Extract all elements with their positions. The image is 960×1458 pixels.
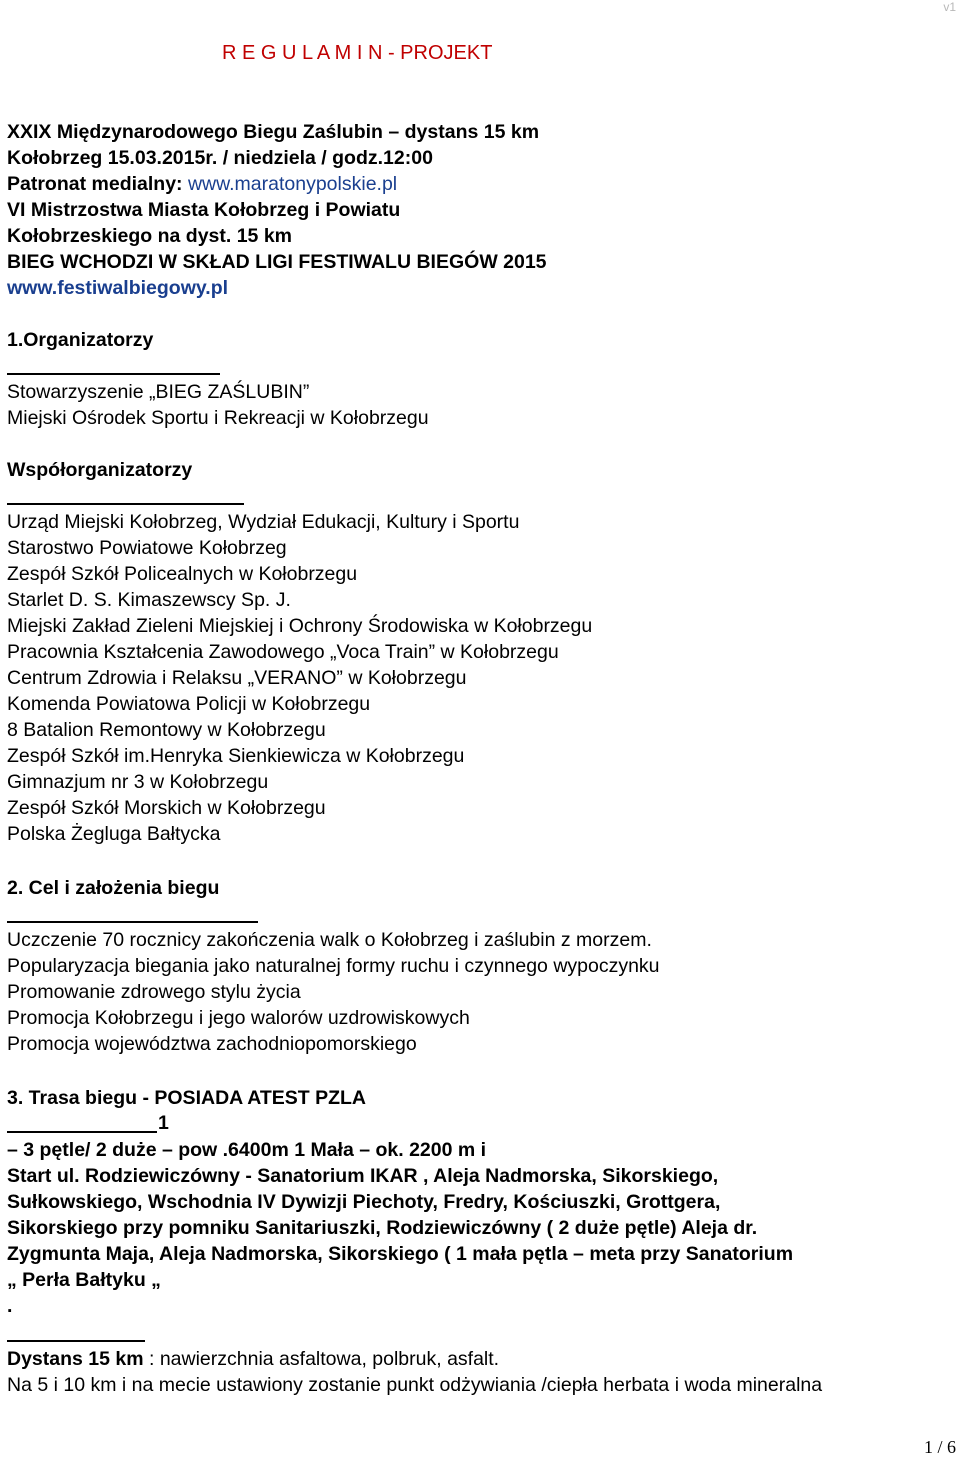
organizers-heading: 1.Organizatorzy bbox=[7, 329, 154, 351]
route-line: Sułkowskiego, Wschodnia IV Dywizji Piechoty, Fredry, Kościuszki, Grottgera, bbox=[7, 1191, 721, 1213]
coorganizer-item: Polska Żegluga Bałtycka bbox=[7, 823, 221, 845]
header-line-4: VI Mistrzostwa Miasta Kołobrzeg i Powiatu bbox=[7, 199, 401, 221]
route-loops: – 3 pętle/ 2 duże – pow .6400m 1 Mała – ok. 2200 m i bbox=[7, 1139, 487, 1161]
distance-line bbox=[7, 1348, 499, 1370]
version-mark: v1 bbox=[943, 0, 956, 14]
coorganizer-item: Starlet D. S. Kimaszewscy Sp. J. bbox=[7, 589, 291, 611]
coorganizer-item: Komenda Powiatowa Policji w Kołobrzegu bbox=[7, 693, 371, 715]
goals-heading: 2. Cel i założenia biegu bbox=[7, 877, 220, 899]
header-line-1: XXIX Międzynarodowego Biegu Zaślubin – dystans 15 km bbox=[7, 121, 540, 143]
header-line-2: Kołobrzeg 15.03.2015r. / niedziela / godz.12:00 bbox=[7, 147, 433, 169]
distance-note: Na 5 i 10 km i na mecie ustawiony zostanie punkt odżywiania /ciepła herbata i woda mineralna bbox=[7, 1374, 823, 1396]
coorganizer-item: Pracownia Kształcenia Zawodowego „Voca Train” w Kołobrzegu bbox=[7, 641, 559, 663]
header-patron-line bbox=[7, 173, 397, 195]
distance-text: : nawierzchnia asfaltowa, polbruk, asfalt. bbox=[143, 1348, 500, 1370]
page-number: 1 / 6 bbox=[923, 1437, 956, 1457]
route-line: Start ul. Rodziewiczówny - Sanatorium IKAR , Aleja Nadmorska, Sikorskiego, bbox=[7, 1165, 719, 1187]
route-line: Sikorskiego przy pomniku Sanitariuszki, Rodziewiczówny ( 2 duże pętle) Aleja dr. bbox=[7, 1217, 758, 1239]
header-line-5: Kołobrzeskiego na dyst. 15 km bbox=[7, 225, 293, 247]
coorganizers-heading: Współorganizatorzy bbox=[7, 459, 193, 481]
patron-link[interactable]: www.maratonypolskie.pl bbox=[187, 173, 398, 195]
coorganizers-underline bbox=[7, 503, 244, 505]
goal-item: Promocja województwa zachodniopomorskiego bbox=[7, 1033, 417, 1055]
organizer-item: Miejski Ośrodek Sportu i Rekreacji w Kołobrzegu bbox=[7, 407, 429, 429]
distance-label: Dystans 15 km bbox=[7, 1348, 144, 1370]
coorganizer-item: Centrum Zdrowia i Relaksu „VERANO” w Kołobrzegu bbox=[7, 667, 467, 689]
goal-item: Uczczenie 70 rocznicy zakończenia walk o Kołobrzeg i zaślubin z morzem. bbox=[7, 929, 652, 951]
coorganizer-item: Zespół Szkół Policealnych w Kołobrzegu bbox=[7, 563, 358, 585]
coorganizer-item: Zespół Szkół Morskich w Kołobrzegu bbox=[7, 797, 326, 819]
festival-link[interactable]: www.festiwalbiegowy.pl bbox=[7, 277, 229, 299]
document-title: R E G U L A M I N - PROJEKT bbox=[222, 42, 493, 64]
route-line: „ Perła Bałtyku „ bbox=[7, 1269, 161, 1291]
coorganizer-item: Gimnazjum nr 3 w Kołobrzegu bbox=[7, 771, 269, 793]
goal-item: Popularyzacja biegania jako naturalnej formy ruchu i czynnego wypoczynku bbox=[7, 955, 660, 977]
route-line: Zygmunta Maja, Aleja Nadmorska, Sikorskiego ( 1 mała pętla – meta przy Sanatorium bbox=[7, 1243, 794, 1265]
route-heading: 3. Trasa biegu - POSIADA ATEST PZLA bbox=[7, 1087, 366, 1109]
goal-item: Promocja Kołobrzegu i jego walorów uzdrowiskowych bbox=[7, 1007, 470, 1029]
header-line-6: BIEG WCHODZI W SKŁAD LIGI FESTIWALU BIEGÓW 2015 bbox=[7, 251, 547, 273]
coorganizer-item: Starostwo Powiatowe Kołobrzeg bbox=[7, 537, 287, 559]
organizers-underline bbox=[7, 373, 220, 375]
route-underline bbox=[7, 1131, 157, 1133]
organizer-item: Stowarzyszenie „BIEG ZAŚLUBIN” bbox=[7, 381, 310, 403]
coorganizer-item: Zespół Szkół im.Henryka Sienkiewicza w Kołobrzegu bbox=[7, 745, 465, 767]
coorganizer-item: 8 Batalion Remontowy w Kołobrzegu bbox=[7, 719, 326, 741]
goals-underline bbox=[7, 921, 258, 923]
route-line: . bbox=[7, 1295, 13, 1317]
patron-label: Patronat medialny: bbox=[7, 173, 188, 195]
coorganizer-item: Miejski Zakład Zieleni Miejskiej i Ochrony Środowiska w Kołobrzegu bbox=[7, 615, 593, 637]
goal-item: Promowanie zdrowego stylu życia bbox=[7, 981, 301, 1003]
route-marker: 1 bbox=[158, 1112, 169, 1134]
distance-underline bbox=[7, 1340, 145, 1342]
coorganizer-item: Urząd Miejski Kołobrzeg, Wydział Edukacji, Kultury i Sportu bbox=[7, 511, 520, 533]
